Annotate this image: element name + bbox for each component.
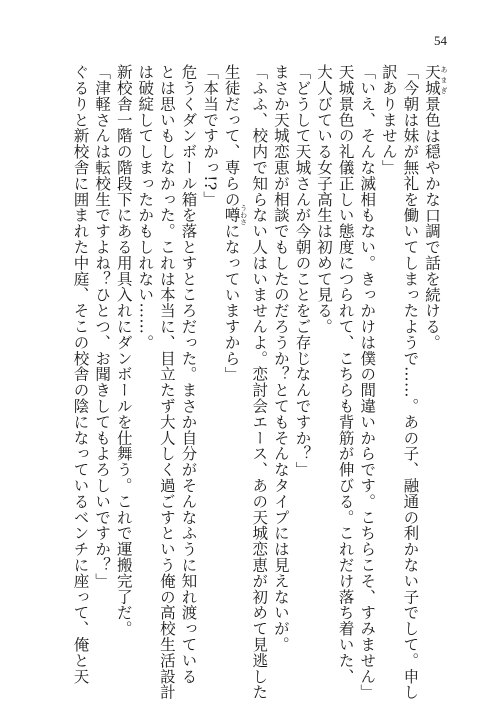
text-line-16: 「津軽さんは転校生ですよね？ひとつ、お聞きしてもよろしいですか？」	[93, 64, 112, 589]
text-line-9: 「ふふ、校内で知らない人はいませんよ。恋討会エース、あの天城恋恵が初めて見逃した	[250, 64, 269, 700]
text-line-1	[420, 64, 448, 664]
page-number: 54	[434, 33, 447, 48]
text-line-13: とは思いもしなかった。これは本当に、目立たず大人しく過ごすという俺の高校生活設計	[157, 64, 176, 700]
text-line-6: 大人びている女子高生は初めて見る。	[315, 64, 334, 335]
text-line-11: 「本当ですかっ!?」	[201, 64, 220, 207]
text-line-10-b: になっていますから」	[222, 223, 241, 383]
text-line-12: 危うくダンボール箱を落とすところだった。まさか自分がそんなふうに知れ渡っている	[179, 64, 198, 685]
text-line-10-a: 生徒だって、専らの	[222, 64, 241, 208]
text-line-3: 訳ありません」	[379, 64, 398, 176]
ruby-reading-amagi: あまぎ	[440, 64, 448, 96]
ruby-reading-uwasa: うわさ	[239, 204, 248, 226]
text-line-7: 「どうして天城さんが今朝のことをご存じなんですか？」	[293, 64, 312, 478]
text-line-8: まさか天城恋恵が相談でもしたのだろうか？とてもそんなタイプには見えないが。	[271, 64, 290, 653]
ruby-uwasa: 噂 うわさ	[222, 204, 248, 226]
vertical-text-body	[69, 64, 448, 700]
text-line-4: 「いえ、そんな滅相もない。きっかけは僕の間違いからです。こちらこそ、すみません」	[358, 64, 377, 700]
ruby-amagi: 天城 あまぎ	[423, 64, 448, 96]
text-line-14: は破綻してしまったかもしれない……。	[136, 64, 155, 351]
text-line-2: 「今朝は妹が無礼を働いてしまったようで……。あの子、融通の利かない子でして。申し	[401, 64, 420, 700]
text-line-5: 天城景色の礼儀正しい態度につられて、こちらも背筋が伸びる。これだけ落ち着いた、	[336, 64, 355, 685]
text-line-10	[220, 64, 248, 664]
text-line-1-rest: 景色は穏やかな口調で話を続ける。	[423, 95, 441, 351]
text-line-15: 新校舎一階の階段下にある用具入れにダンボールを仕舞う。これで運搬完了だ。	[114, 64, 133, 637]
text-line-17: ぐるりと新校舎に囲まれた中庭、そこの校舎の陰になっているベンチに座って、俺と天	[71, 64, 90, 685]
